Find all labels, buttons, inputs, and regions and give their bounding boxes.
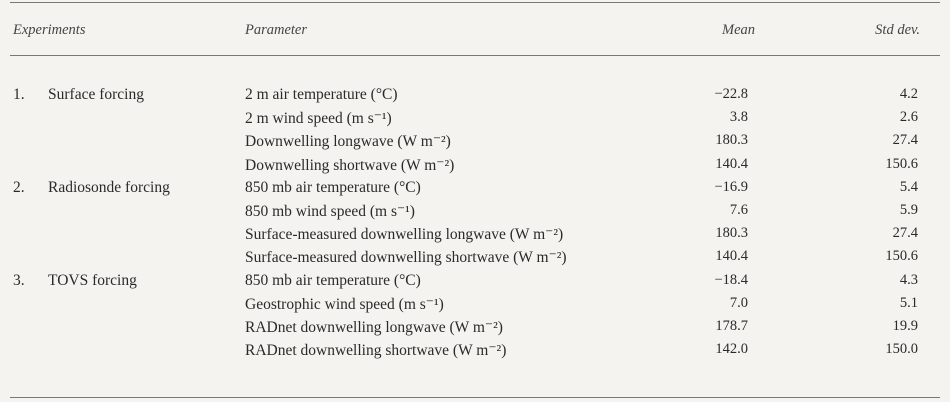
row-number: 3. xyxy=(13,271,25,289)
parameter-name: RADnet downwelling shortwave (W m⁻²) xyxy=(245,342,507,360)
bottom-rule xyxy=(10,397,940,398)
header-std-dev: Std dev. xyxy=(875,22,920,38)
table-row xyxy=(0,132,950,155)
parameter-name: Downwelling longwave (W m⁻²) xyxy=(245,133,451,151)
std-dev-value: 5.9 xyxy=(899,202,918,218)
table-row xyxy=(0,295,950,318)
table-row xyxy=(0,109,950,132)
std-dev-value: 150.6 xyxy=(885,155,918,172)
std-dev-value: 150.6 xyxy=(885,248,918,265)
table-row xyxy=(0,318,950,341)
header-experiments: Experiments xyxy=(13,22,86,38)
experiment-name: Radiosonde forcing xyxy=(48,178,170,196)
parameter-name: Surface-measured downwelling longwave (W m⁻²) xyxy=(245,226,564,244)
header-mean: Mean xyxy=(721,22,755,38)
mean-value: 142.0 xyxy=(715,341,748,358)
mean-value: −18.4 xyxy=(714,271,748,288)
mean-value: −22.8 xyxy=(714,86,748,102)
experiment-name: Surface forcing xyxy=(48,86,144,103)
header-rule xyxy=(10,55,940,56)
parameter-name: 850 mb wind speed (m s⁻¹) xyxy=(245,203,415,220)
mean-value: 178.7 xyxy=(715,318,748,334)
mean-value: 3.8 xyxy=(729,109,748,126)
parameter-name: 2 m air temperature (°C) xyxy=(245,86,398,103)
std-dev-value: 4.3 xyxy=(899,271,918,288)
experiment-name: TOVS forcing xyxy=(48,271,137,289)
table-row xyxy=(0,341,950,364)
std-dev-value: 4.2 xyxy=(899,86,918,102)
table-row xyxy=(0,225,950,248)
table-row xyxy=(0,202,950,225)
parameter-name: Geostrophic wind speed (m s⁻¹) xyxy=(245,295,444,313)
mean-value: 7.0 xyxy=(729,294,748,311)
row-number: 2. xyxy=(13,178,25,196)
mean-value: 180.3 xyxy=(715,132,748,149)
std-dev-value: 5.4 xyxy=(899,178,918,195)
parameter-name: RADnet downwelling longwave (W m⁻²) xyxy=(245,319,503,336)
mean-value: 140.4 xyxy=(715,248,748,265)
table-row xyxy=(0,86,950,109)
std-dev-value: 27.4 xyxy=(892,132,918,149)
std-dev-value: 150.0 xyxy=(885,341,918,358)
table-row xyxy=(0,272,950,295)
mean-value: −16.9 xyxy=(714,178,748,195)
table-row xyxy=(0,179,950,202)
mean-value: 140.4 xyxy=(715,155,748,172)
top-rule xyxy=(10,2,940,3)
mean-value: 7.6 xyxy=(729,202,748,218)
parameter-name: Surface-measured downwelling shortwave (W m⁻²) xyxy=(245,249,567,267)
parameter-name: Downwelling shortwave (W m⁻²) xyxy=(245,156,455,174)
std-dev-value: 2.6 xyxy=(899,109,918,126)
header-parameter: Parameter xyxy=(245,22,308,38)
mean-value: 180.3 xyxy=(715,225,748,242)
std-dev-value: 5.1 xyxy=(899,294,918,311)
parameter-name: 850 mb air temperature (°C) xyxy=(245,178,421,196)
row-number: 1. xyxy=(13,86,25,103)
parameter-name: 850 mb air temperature (°C) xyxy=(245,271,421,289)
table-row xyxy=(0,248,950,271)
std-dev-value: 27.4 xyxy=(892,225,918,242)
std-dev-value: 19.9 xyxy=(892,318,918,334)
parameter-name: 2 m wind speed (m s⁻¹) xyxy=(245,110,392,128)
table-row xyxy=(0,156,950,179)
